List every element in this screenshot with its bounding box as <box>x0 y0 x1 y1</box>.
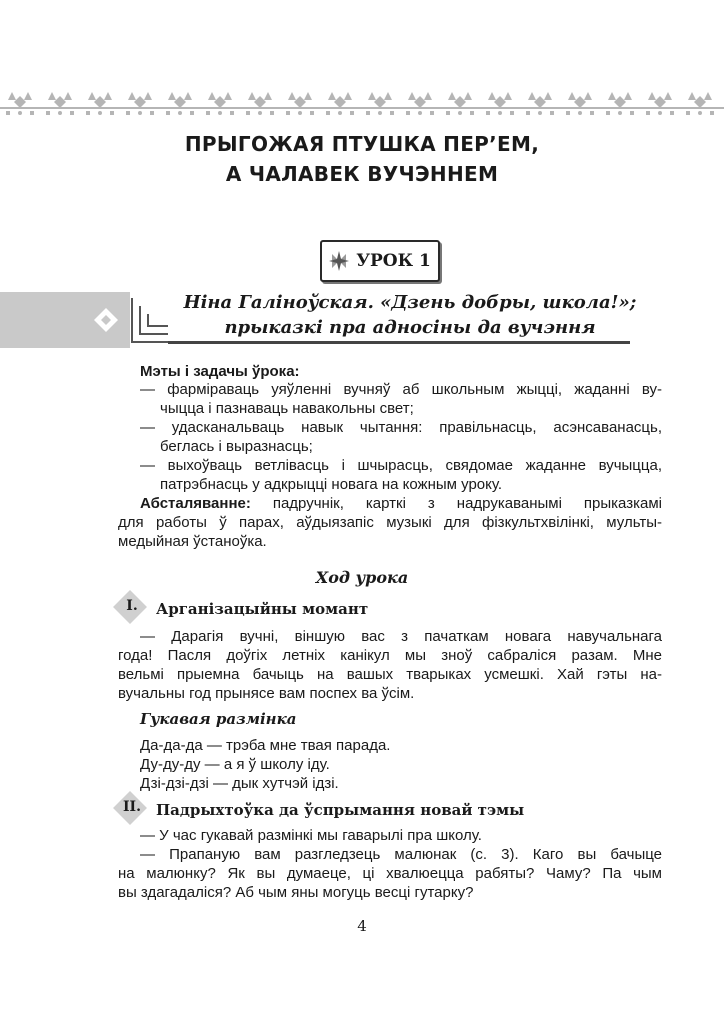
paragraph-line: вы здагадаліся? Аб чым яны могуць весці гутарку? <box>118 884 474 901</box>
lesson-badge <box>320 240 440 282</box>
goals-item: — удасканальваць навык чытання: правільнасць, асэнсаванасць, <box>140 419 662 436</box>
paragraph-line: вельмі прыемна бачыць на вашых тварыках усмешкі. Хай гэты на- <box>118 666 662 683</box>
topic-line1: Ніна Галіноўская. «Дзень добры, школа!»; <box>183 292 637 313</box>
ornament-band <box>0 86 724 122</box>
section-heading-2 <box>112 797 524 823</box>
goals-item: патрэбнасць у адкрыцці новага на кожным уроку. <box>160 476 503 493</box>
paragraph-line: — Прапаную вам разгледзець малюнак (с. 3). Каго вы бачыце <box>140 846 662 863</box>
paragraph-line: на малюнку? Як вы думаеце, ці хвалюецца рабяты? Чаму? Па чым <box>118 865 662 882</box>
section-title: Арганізацыйны момант <box>156 600 369 618</box>
chapter-title-line1: ПРЫГОЖАЯ ПТУШКА ПЕР’ЕМ, <box>184 132 540 156</box>
goals-item: — выхоўваць ветлівасць і шчырасць, свядомае жаданне вучыцца, <box>140 457 662 474</box>
lesson-label: УРОК 1 <box>356 251 431 271</box>
section-heading-1 <box>112 596 368 622</box>
diamond-icon <box>112 797 152 823</box>
diamond-icon <box>112 596 152 622</box>
paragraph-line: вучальны год прынясе вам поспех ва ўсім. <box>118 685 415 702</box>
equipment-text: падручнік, карткі з надрукаванымі прыказкамі <box>250 495 662 512</box>
goals-heading: Мэты і задачы ўрока: <box>140 363 300 380</box>
page-number: 4 <box>357 917 367 935</box>
warmup-line: Да-да-да — трэба мне твая парада. <box>140 737 391 754</box>
equipment-line2: для работы ў парах, аўдыязапіс музыкі для фізкультхвілінкі, мульты- <box>118 514 662 531</box>
topic-underline <box>168 341 630 344</box>
paragraph-line: — У час гукавай размінкі мы гаварылі пра школу. <box>140 827 482 844</box>
equipment-line3: медыйная ўстаноўка. <box>118 533 267 550</box>
procedure-title: Ход урока <box>315 568 409 587</box>
section-numeral: I. <box>126 598 138 614</box>
chapter-title-line2: А ЧАЛАВЕК ВУЧЭННЕМ <box>225 162 499 186</box>
goals-item: чыцца і пазнаваць навакольны свет; <box>160 400 414 417</box>
goals-item: беглась і выразнасць; <box>160 438 313 455</box>
star-ornament-icon <box>329 251 349 271</box>
paragraph-line: — Дарагія вучні, віншую вас з пачаткам новага навучальнага <box>140 628 662 645</box>
equipment-label: Абсталяванне: <box>140 495 251 512</box>
section-title: Падрыхтоўка да ўспрымання новай тэмы <box>156 801 525 819</box>
warmup-line: Ду-ду-ду — а я ў школу іду. <box>140 756 330 773</box>
section-numeral: II. <box>123 799 141 815</box>
equipment-line1 <box>140 494 662 513</box>
goals-item: — фарміраваць уяўленні вучняў аб школьным жыцці, жаданні ву- <box>140 381 662 398</box>
warmup-line: Дзі-дзі-дзі — дык хутчэй ідзі. <box>140 775 339 792</box>
warmup-title: Гукавая размінка <box>140 710 297 728</box>
paragraph-line: года! Пасля доўгіх летніх канікул мы зноў сабраліся разам. Мне <box>118 647 662 664</box>
topic-line2: прыказкі пра адносіны да вучэння <box>224 317 596 338</box>
